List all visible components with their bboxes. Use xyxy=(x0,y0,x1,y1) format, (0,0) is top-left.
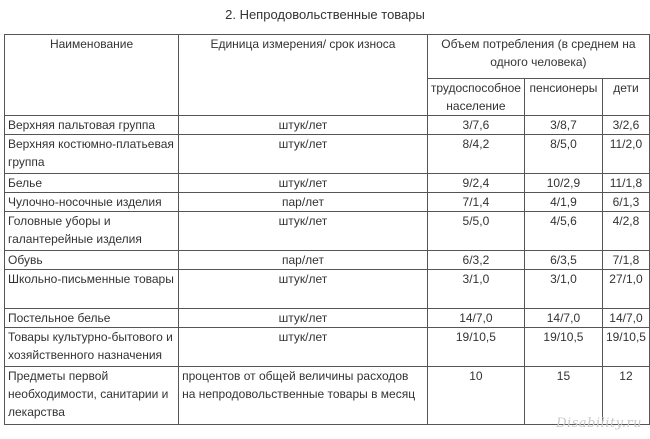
row-children: 6/1,3 xyxy=(602,193,649,212)
header-pensioners: пенсионеры xyxy=(524,79,602,116)
row-working: 14/7,0 xyxy=(427,309,524,328)
header-working: трудоспособное население xyxy=(427,79,524,116)
row-children: 11/1,8 xyxy=(602,174,649,193)
watermark: Disability.ru xyxy=(556,416,642,431)
table-row xyxy=(5,328,650,367)
row-unit: процентов от общей величины расходов на непродовольственные товары в месяц xyxy=(179,367,428,425)
row-name: Верхняя костюмно-платьевая группа xyxy=(5,135,179,174)
row-children: 7/1,8 xyxy=(602,251,649,270)
row-name: Верхняя пальтовая группа xyxy=(5,116,179,135)
row-unit: пар/лет xyxy=(179,251,428,270)
consumption-table xyxy=(4,34,650,425)
row-name: Постельное белье xyxy=(5,309,179,328)
row-name: Белье xyxy=(5,174,179,193)
row-unit: штук/лет xyxy=(179,212,428,251)
table-row xyxy=(5,193,650,212)
table-row xyxy=(5,367,650,425)
row-unit: пар/лет xyxy=(179,193,428,212)
row-pensioners: 3/8,7 xyxy=(524,116,602,135)
row-children: 3/2,6 xyxy=(602,116,649,135)
row-working: 7/1,4 xyxy=(427,193,524,212)
header-volume: Объем потребления (в среднем на одного человека) xyxy=(427,35,649,79)
header-name: Наименование xyxy=(5,35,179,116)
table-row xyxy=(5,174,650,193)
row-unit: штук/лет xyxy=(179,270,428,309)
row-children: 14/7,0 xyxy=(602,309,649,328)
row-name: Чулочно-носочные изделия xyxy=(5,193,179,212)
row-working: 19/10,5 xyxy=(427,328,524,367)
row-working: 9/2,4 xyxy=(427,174,524,193)
table-title: 2. Непродовольственные товары xyxy=(225,7,425,22)
row-children: 4/2,8 xyxy=(602,212,649,251)
row-name: Школьно-письменные товары xyxy=(5,270,179,309)
row-children: 27/1,0 xyxy=(602,270,649,309)
table-row xyxy=(5,309,650,328)
table-row xyxy=(5,135,650,174)
row-working: 3/7,6 xyxy=(427,116,524,135)
row-working: 5/5,0 xyxy=(427,212,524,251)
row-working: 3/1,0 xyxy=(427,270,524,309)
row-name: Головные уборы и галантерейные изделия xyxy=(5,212,179,251)
row-working: 6/3,2 xyxy=(427,251,524,270)
row-pensioners: 6/3,5 xyxy=(524,251,602,270)
row-children: 19/10,5 xyxy=(602,328,649,367)
row-working: 8/4,2 xyxy=(427,135,524,174)
row-pensioners: 4/1,9 xyxy=(524,193,602,212)
table-row xyxy=(5,251,650,270)
row-name: Обувь xyxy=(5,251,179,270)
table-row xyxy=(5,270,650,309)
row-pensioners: 14/7,0 xyxy=(524,309,602,328)
table-row xyxy=(5,212,650,251)
row-unit: штук/лет xyxy=(179,116,428,135)
table-row xyxy=(5,116,650,135)
row-pensioners: 10/2,9 xyxy=(524,174,602,193)
row-pensioners: 8/5,0 xyxy=(524,135,602,174)
row-unit: штук/лет xyxy=(179,309,428,328)
row-unit: штук/лет xyxy=(179,328,428,367)
row-pensioners: 4/5,6 xyxy=(524,212,602,251)
row-pensioners: 19/10,5 xyxy=(524,328,602,367)
row-pensioners: 15 xyxy=(524,367,602,425)
header-children: дети xyxy=(602,79,649,116)
row-name: Товары культурно-бытового и хозяйственного назначения xyxy=(5,328,179,367)
row-working: 10 xyxy=(427,367,524,425)
row-unit: штук/лет xyxy=(179,135,428,174)
row-unit: штук/лет xyxy=(179,174,428,193)
row-children: 12 xyxy=(602,367,649,425)
row-name: Предметы первой необходимости, санитарии и лекарства xyxy=(5,367,179,425)
row-pensioners: 3/1,0 xyxy=(524,270,602,309)
row-children: 11/2,0 xyxy=(602,135,649,174)
header-unit: Единица измерения/ срок износа xyxy=(179,35,428,116)
